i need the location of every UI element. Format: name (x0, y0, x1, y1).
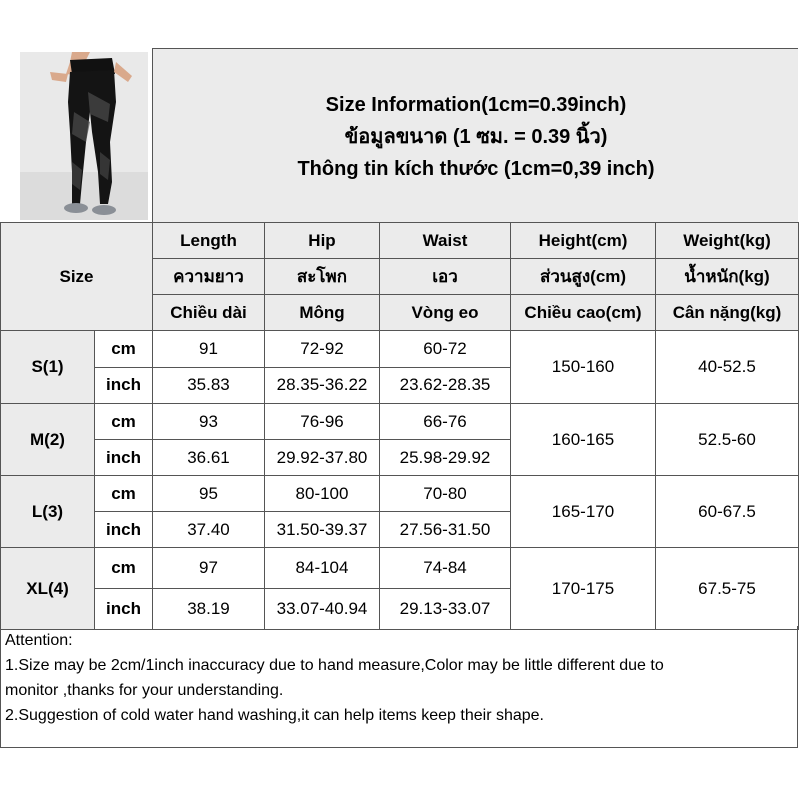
waist-inch: 25.98-29.92 (380, 440, 511, 476)
height-range: 150-160 (511, 331, 656, 404)
size-label-xl: XL(4) (1, 548, 95, 630)
attention-note-1: 1.Size may be 2cm/1inch inaccuracy due to hand measure,Color may be little different due to (5, 657, 664, 674)
length-cm: 91 (153, 331, 265, 368)
column-header-weight: Weight(kg) (656, 223, 799, 259)
length-inch: 38.19 (153, 589, 265, 630)
hip-cm: 72-92 (265, 331, 380, 368)
column-header-waist: Waist (380, 223, 511, 259)
unit-cm: cm (95, 331, 153, 368)
table-row (1, 331, 799, 368)
attention-note-2: 2.Suggestion of cold water hand washing,it can help items keep their shape. (5, 707, 544, 724)
length-cm: 93 (153, 404, 265, 440)
column-header-hip-th: สะโพก (265, 259, 380, 295)
column-header-hip-vi: Mông (265, 295, 380, 331)
column-header-height: Height(cm) (511, 223, 656, 259)
hip-cm: 80-100 (265, 476, 380, 512)
hip-inch: 28.35-36.22 (265, 367, 380, 404)
unit-cm: cm (95, 476, 153, 512)
height-range: 165-170 (511, 476, 656, 548)
column-header-length: Length (153, 223, 265, 259)
unit-inch: inch (95, 512, 153, 548)
size-table (0, 222, 799, 630)
hip-cm: 76-96 (265, 404, 380, 440)
unit-inch: inch (95, 367, 153, 404)
table-row (1, 548, 799, 589)
column-header-weight-th: น้ำหนัก(kg) (656, 259, 799, 295)
waist-cm: 70-80 (380, 476, 511, 512)
column-header-weight-vi: Cân nặng(kg) (656, 295, 799, 331)
hip-inch: 33.07-40.94 (265, 589, 380, 630)
column-header-height-th: ส่วนสูง(cm) (511, 259, 656, 295)
column-header-length-th: ความยาว (153, 259, 265, 295)
weight-range: 60-67.5 (656, 476, 799, 548)
size-info-header (152, 48, 798, 224)
table-row (1, 476, 799, 512)
waist-inch: 29.13-33.07 (380, 589, 511, 630)
waist-cm: 74-84 (380, 548, 511, 589)
weight-range: 52.5-60 (656, 404, 799, 476)
length-cm: 95 (153, 476, 265, 512)
attention-title: Attention: (5, 632, 73, 649)
height-range: 160-165 (511, 404, 656, 476)
weight-range: 67.5-75 (656, 548, 799, 630)
waist-inch: 27.56-31.50 (380, 512, 511, 548)
unit-inch: inch (95, 440, 153, 476)
header-row-en (1, 223, 799, 259)
leggings-model-image (20, 52, 148, 220)
length-inch: 36.61 (153, 440, 265, 476)
unit-cm: cm (95, 404, 153, 440)
column-header-length-vi: Chiều dài (153, 295, 265, 331)
column-header-waist-vi: Vòng eo (380, 295, 511, 331)
waist-cm: 60-72 (380, 331, 511, 368)
product-photo (20, 52, 148, 220)
attention-notes (0, 626, 798, 748)
height-range: 170-175 (511, 548, 656, 630)
size-header: Size (1, 223, 153, 331)
waist-inch: 23.62-28.35 (380, 367, 511, 404)
hip-inch: 29.92-37.80 (265, 440, 380, 476)
size-label-s: S(1) (1, 331, 95, 404)
unit-inch: inch (95, 589, 153, 630)
header-title-vi: Thông tin kích thước (1cm=0,39 inch) (297, 158, 655, 180)
column-header-height-vi: Chiều cao(cm) (511, 295, 656, 331)
weight-range: 40-52.5 (656, 331, 799, 404)
header-title-th: ข้อมูลขนาด (1 ซม. = 0.39 นิ้ว) (344, 126, 608, 148)
table-row (1, 404, 799, 440)
unit-cm: cm (95, 548, 153, 589)
length-cm: 97 (153, 548, 265, 589)
length-inch: 35.83 (153, 367, 265, 404)
hip-cm: 84-104 (265, 548, 380, 589)
column-header-waist-th: เอว (380, 259, 511, 295)
attention-note-1-continued: monitor ,thanks for your understanding. (5, 682, 284, 699)
waist-cm: 66-76 (380, 404, 511, 440)
header-title-en: Size Information(1cm=0.39inch) (325, 94, 627, 116)
hip-inch: 31.50-39.37 (265, 512, 380, 548)
column-header-hip: Hip (265, 223, 380, 259)
size-label-l: L(3) (1, 476, 95, 548)
length-inch: 37.40 (153, 512, 265, 548)
size-label-m: M(2) (1, 404, 95, 476)
